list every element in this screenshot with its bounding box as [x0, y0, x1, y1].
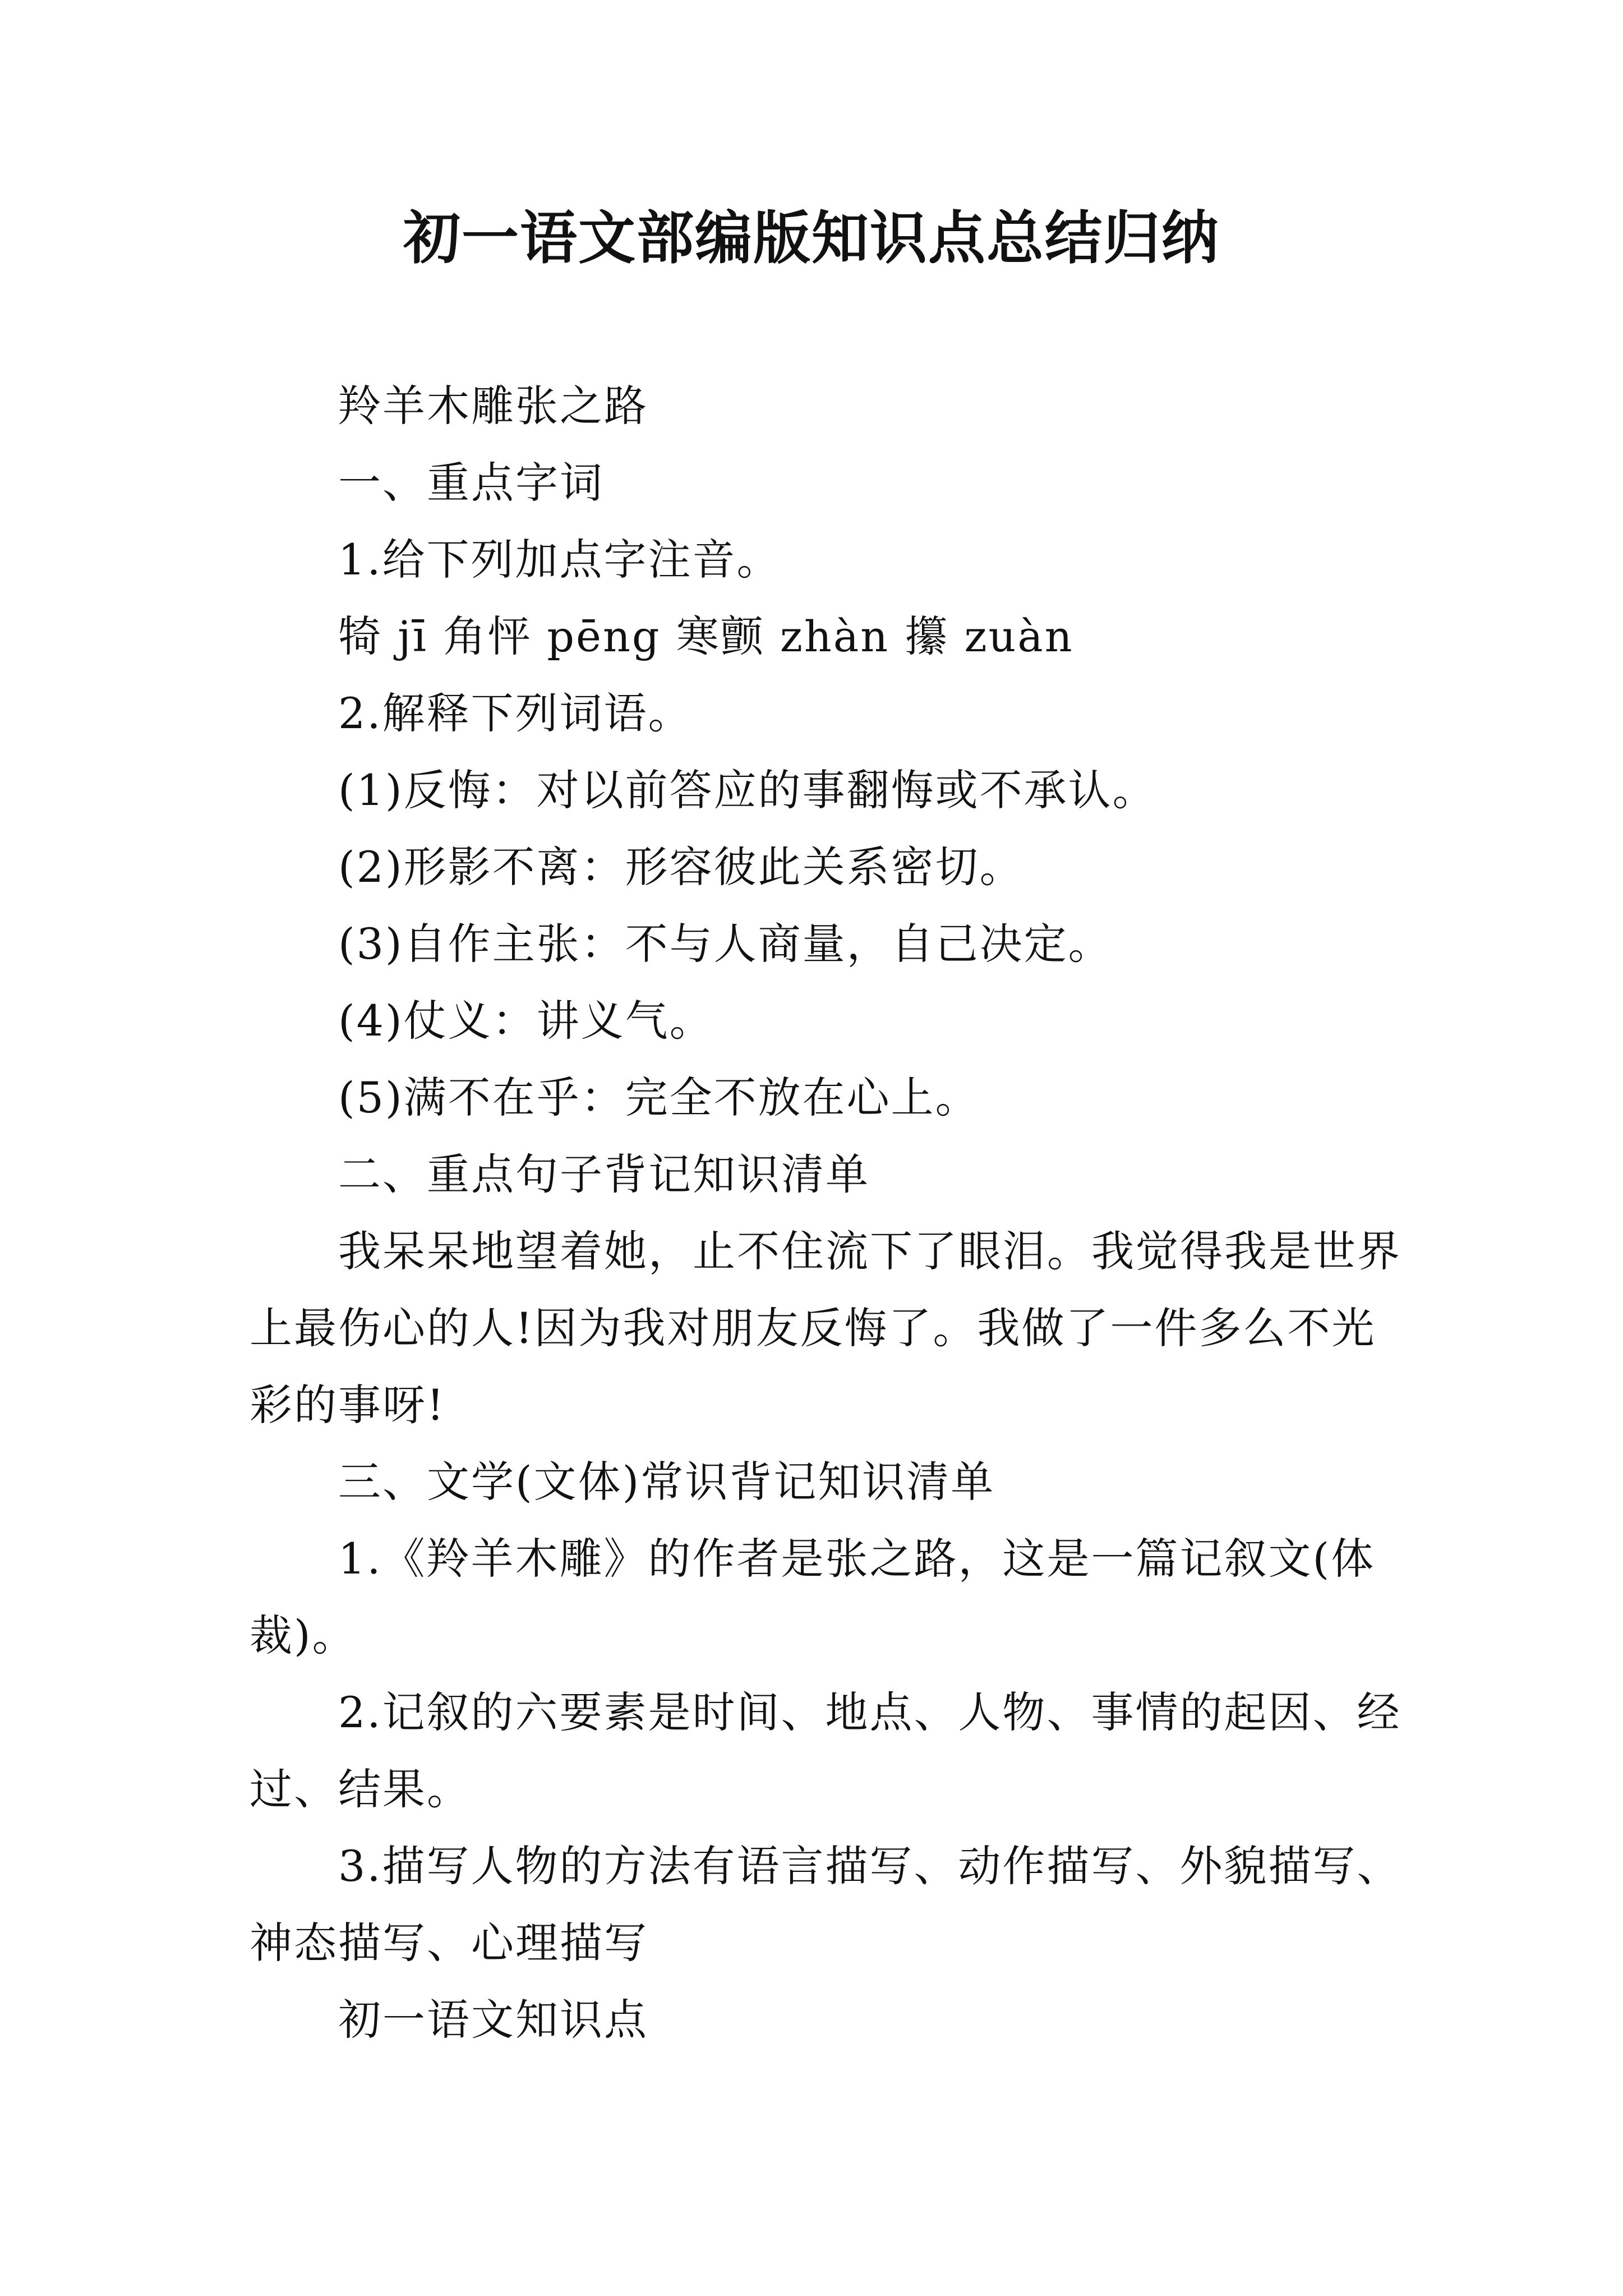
section-heading-sentences: 二、重点句子背记知识清单 [338, 1149, 870, 1199]
definition-item: (4)仗义：讲义气。 [338, 996, 714, 1046]
next-section-title: 初一语文知识点 [338, 1995, 648, 2045]
lesson-title: 羚羊木雕张之路 [338, 381, 648, 431]
section-heading-literature: 三、文学(文体)常识背记知识清单 [338, 1457, 995, 1507]
question-pinyin: 1.给下列加点字注音。 [338, 535, 781, 585]
literature-item: 2.记叙的六要素是时间、地点、人物、事情的起因、经过、结果。 [250, 1687, 1401, 1814]
pinyin-answers: 犄 jī 角怦 pēng 寒颤 zhàn 攥 zuàn [338, 611, 1074, 661]
document-title: 初一语文部编版知识点总结归纳 [403, 205, 1220, 272]
key-sentence-paragraph: 我呆呆地望着她，止不住流下了眼泪。我觉得我是世界上最伤心的人!因为我对朋友反悔了。我做了一件多么不光彩的事呀! [250, 1226, 1401, 1430]
definition-item: (1)反悔：对以前答应的事翻悔或不承认。 [338, 765, 1157, 815]
literature-item: 3.描写人物的方法有语言描写、动作描写、外貌描写、神态描写、心理描写 [250, 1841, 1401, 1968]
document-body [250, 367, 1416, 2058]
section-heading-vocabulary: 一、重点字词 [338, 458, 604, 508]
definition-item: (3)自作主张：不与人商量，自己决定。 [338, 919, 1113, 969]
question-definitions: 2.解释下列词语。 [338, 688, 693, 738]
definition-item: (2)形影不离：形容彼此关系密切。 [338, 842, 1024, 892]
literature-item: 1.《羚羊木雕》的作者是张之路，这是一篇记叙文(体裁)。 [250, 1534, 1376, 1660]
definition-item: (5)满不在乎：完全不放在心上。 [338, 1073, 980, 1122]
